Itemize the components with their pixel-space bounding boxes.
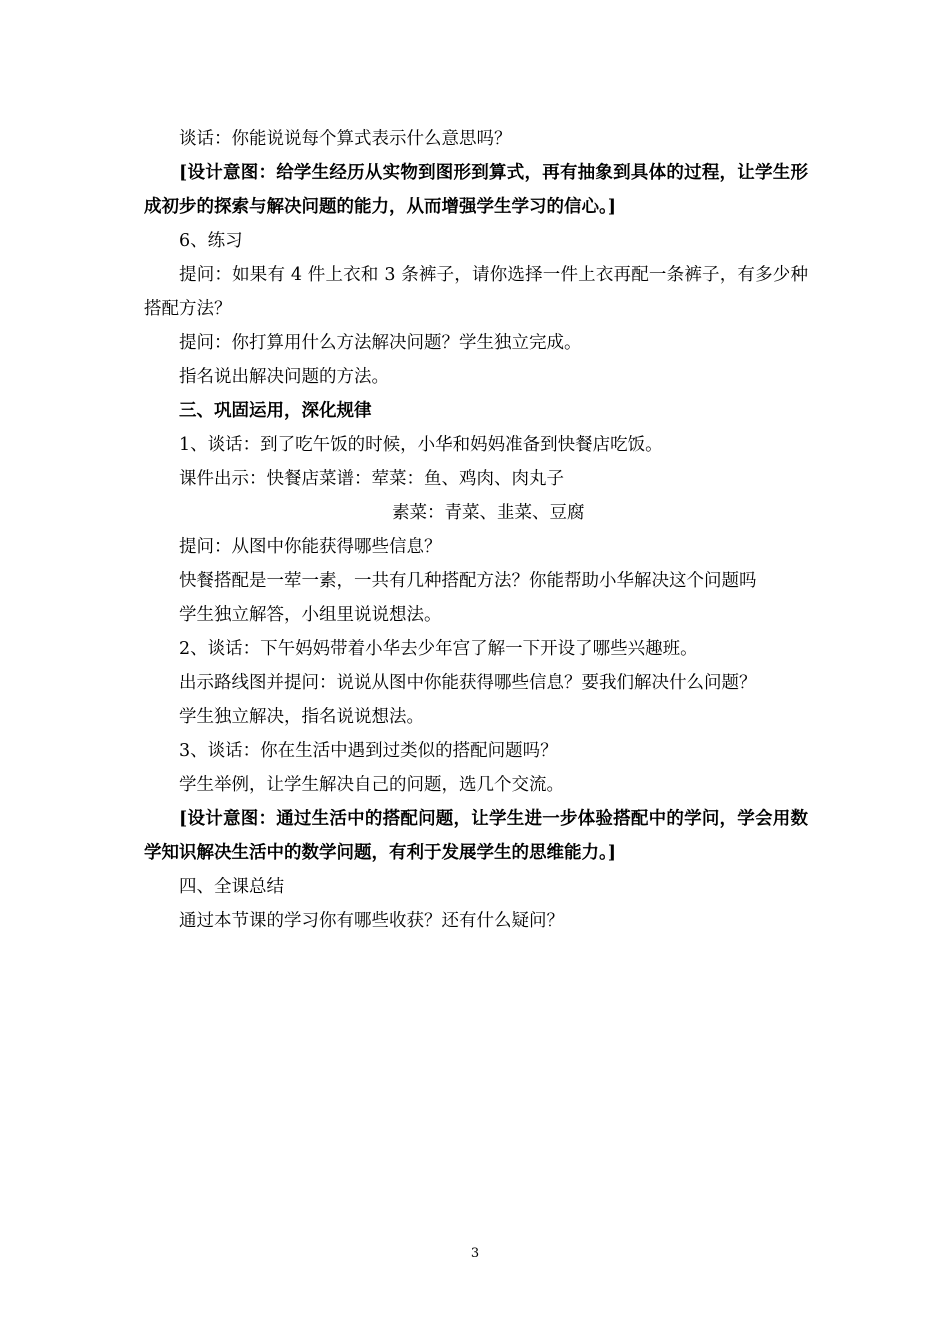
paragraph-menu-vegetable: 素菜：青菜、韭菜、豆腐 <box>392 503 585 523</box>
paragraph-menu-meat: 课件出示：快餐店菜谱：荤菜：鱼、鸡肉、肉丸子 <box>179 469 564 489</box>
design-intent-note-2: [设计意图：通过生活中的搭配问题，让学生进一步体验搭配中的学问，学会用数学知识解决生活中的数学问题，有利于发展学生的思维能力。] <box>144 809 808 863</box>
page-number: 3 <box>470 1246 480 1261</box>
paragraph-talk-formula-meaning: 谈话：你能说说每个算式表示什么意思吗？ <box>179 129 512 149</box>
paragraph-question-method: 提问：你打算用什么方法解决问题？学生独立完成。 <box>179 333 582 353</box>
document-body <box>144 122 808 938</box>
design-intent-note-1: [设计意图：给学生经历从实物到图形到算式，再有抽象到具体的过程，让学生形成初步的探索与解决问题的能力，从而增强学生学习的信心。] <box>144 163 808 217</box>
section-heading-summary: 四、全课总结 <box>179 877 284 897</box>
paragraph-name-student: 指名说出解决问题的方法。 <box>179 367 389 387</box>
paragraph-students-solve: 学生独立解决，指名说说想法。 <box>179 707 424 727</box>
paragraph-question-info: 提问：从图中你能获得哪些信息？ <box>179 537 442 557</box>
paragraph-students-examples: 学生举例，让学生解决自己的问题，选几个交流。 <box>179 775 564 795</box>
paragraph-talk-lunch: 1、谈话：到了吃午饭的时候，小华和妈妈准备到快餐店吃饭。 <box>179 435 663 455</box>
paragraph-talk-life-problems: 3、谈话：你在生活中遇到过类似的搭配问题吗？ <box>179 741 558 761</box>
paragraph-route-map: 出示路线图并提问：说说从图中你能获得哪些信息？要我们解决什么问题？ <box>179 673 757 693</box>
paragraph-talk-youth-palace: 2、谈话：下午妈妈带着小华去少年宫了解一下开设了哪些兴趣班。 <box>179 639 698 659</box>
paragraph-question-clothes: 提问：如果有 4 件上衣和 3 条裤子，请你选择一件上衣再配一条裤子，有多少种搭配方法？ <box>144 265 808 319</box>
section-heading-consolidate: 三、巩固运用，深化规律 <box>179 401 372 421</box>
section-heading-practice: 6、练习 <box>179 231 243 251</box>
paragraph-summary-question: 通过本节课的学习你有哪些收获？还有什么疑问？ <box>179 911 564 931</box>
paragraph-students-answer: 学生独立解答，小组里说说想法。 <box>179 605 442 625</box>
paragraph-meal-combination: 快餐搭配是一荤一素，一共有几种搭配方法？你能帮助小华解决这个问题吗 <box>179 571 757 591</box>
